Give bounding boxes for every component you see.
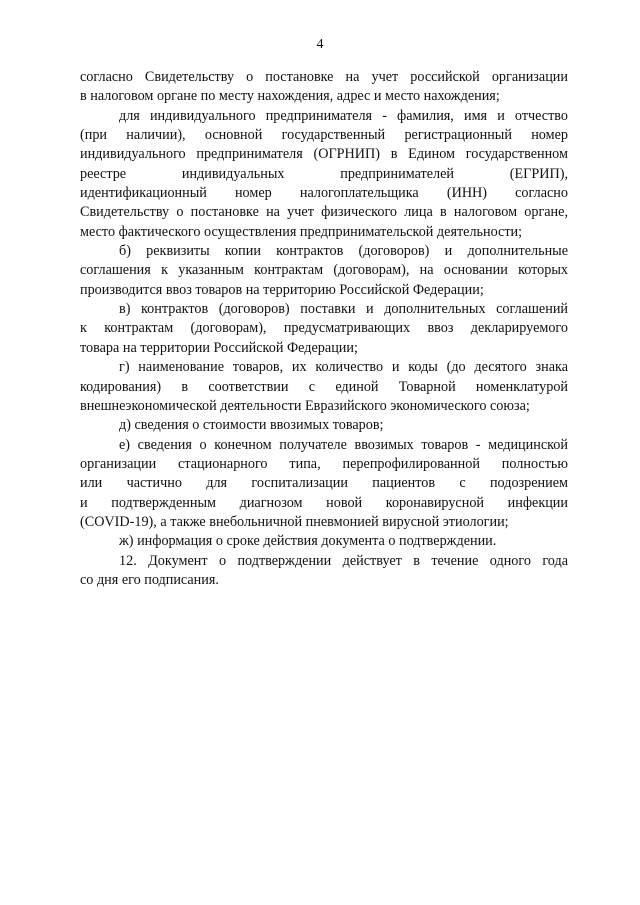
text-line: Свидетельству о постановке на учет физического лица в налоговом органе, xyxy=(80,204,568,221)
text-line: производится ввоз товаров на территорию Российской Федерации; xyxy=(80,281,484,298)
text-line: внешнеэкономической деятельности Евразийского экономического союза; xyxy=(80,397,530,414)
text-line: (COVID-19), а также внебольничной пневмонией вирусной этиологии; xyxy=(80,513,509,530)
text-line: (при наличии), основной государственный регистрационный номер xyxy=(80,127,568,144)
text-line: реестре индивидуальных предпринимателей (ЕГРИП), xyxy=(80,165,568,182)
text-line: соглашения к указанным контрактам (договорам), на основании которых xyxy=(80,262,568,279)
text-line: г) наименование товаров, их количество и коды (до десятого знака xyxy=(119,359,568,376)
text-line: б) реквизиты копии контрактов (договоров) и дополнительные xyxy=(119,243,568,260)
text-line: в налоговом органе по месту нахождения, адрес и место нахождения; xyxy=(80,88,500,105)
text-line: для индивидуального предпринимателя - фамилия, имя и отчество xyxy=(119,107,568,124)
page-number: 4 xyxy=(316,37,324,52)
text-line: кодирования) в соответствии с единой Товарной номенклатурой xyxy=(80,378,568,395)
text-line: ж) информация о сроке действия документа о подтверждении. xyxy=(119,533,497,550)
text-line: и подтвержденным диагнозом новой коронавирусной инфекции xyxy=(80,494,568,511)
text-line: идентификационный номер налогоплательщика (ИНН) согласно xyxy=(80,185,568,202)
text-line: в) контрактов (договоров) поставки и дополнительных соглашений xyxy=(119,301,568,318)
text-line: согласно Свидетельству о постановке на учет российской организации xyxy=(80,69,568,85)
text-line: или частично для госпитализации пациентов с подозрением xyxy=(80,475,568,492)
text-line: со дня его подписания. xyxy=(80,571,219,588)
document-body xyxy=(80,68,568,590)
text-line: е) сведения о конечном получателе ввозимых товаров - медицинской xyxy=(119,436,568,453)
text-line: организации стационарного типа, перепрофилированной полностью xyxy=(80,455,568,472)
text-line: товара на территории Российской Федерации; xyxy=(80,339,358,356)
text-line: 12. Документ о подтверждении действует в течение одного года xyxy=(119,552,568,569)
text-line: д) сведения о стоимости ввозимых товаров; xyxy=(119,417,384,434)
text-line: индивидуального предпринимателя (ОГРНИП) в Едином государственном xyxy=(80,146,568,163)
text-line: к контрактам (договорам), предусматривающих ввоз декларируемого xyxy=(80,320,568,337)
text-line: место фактического осуществления предпринимательской деятельности; xyxy=(80,223,523,240)
